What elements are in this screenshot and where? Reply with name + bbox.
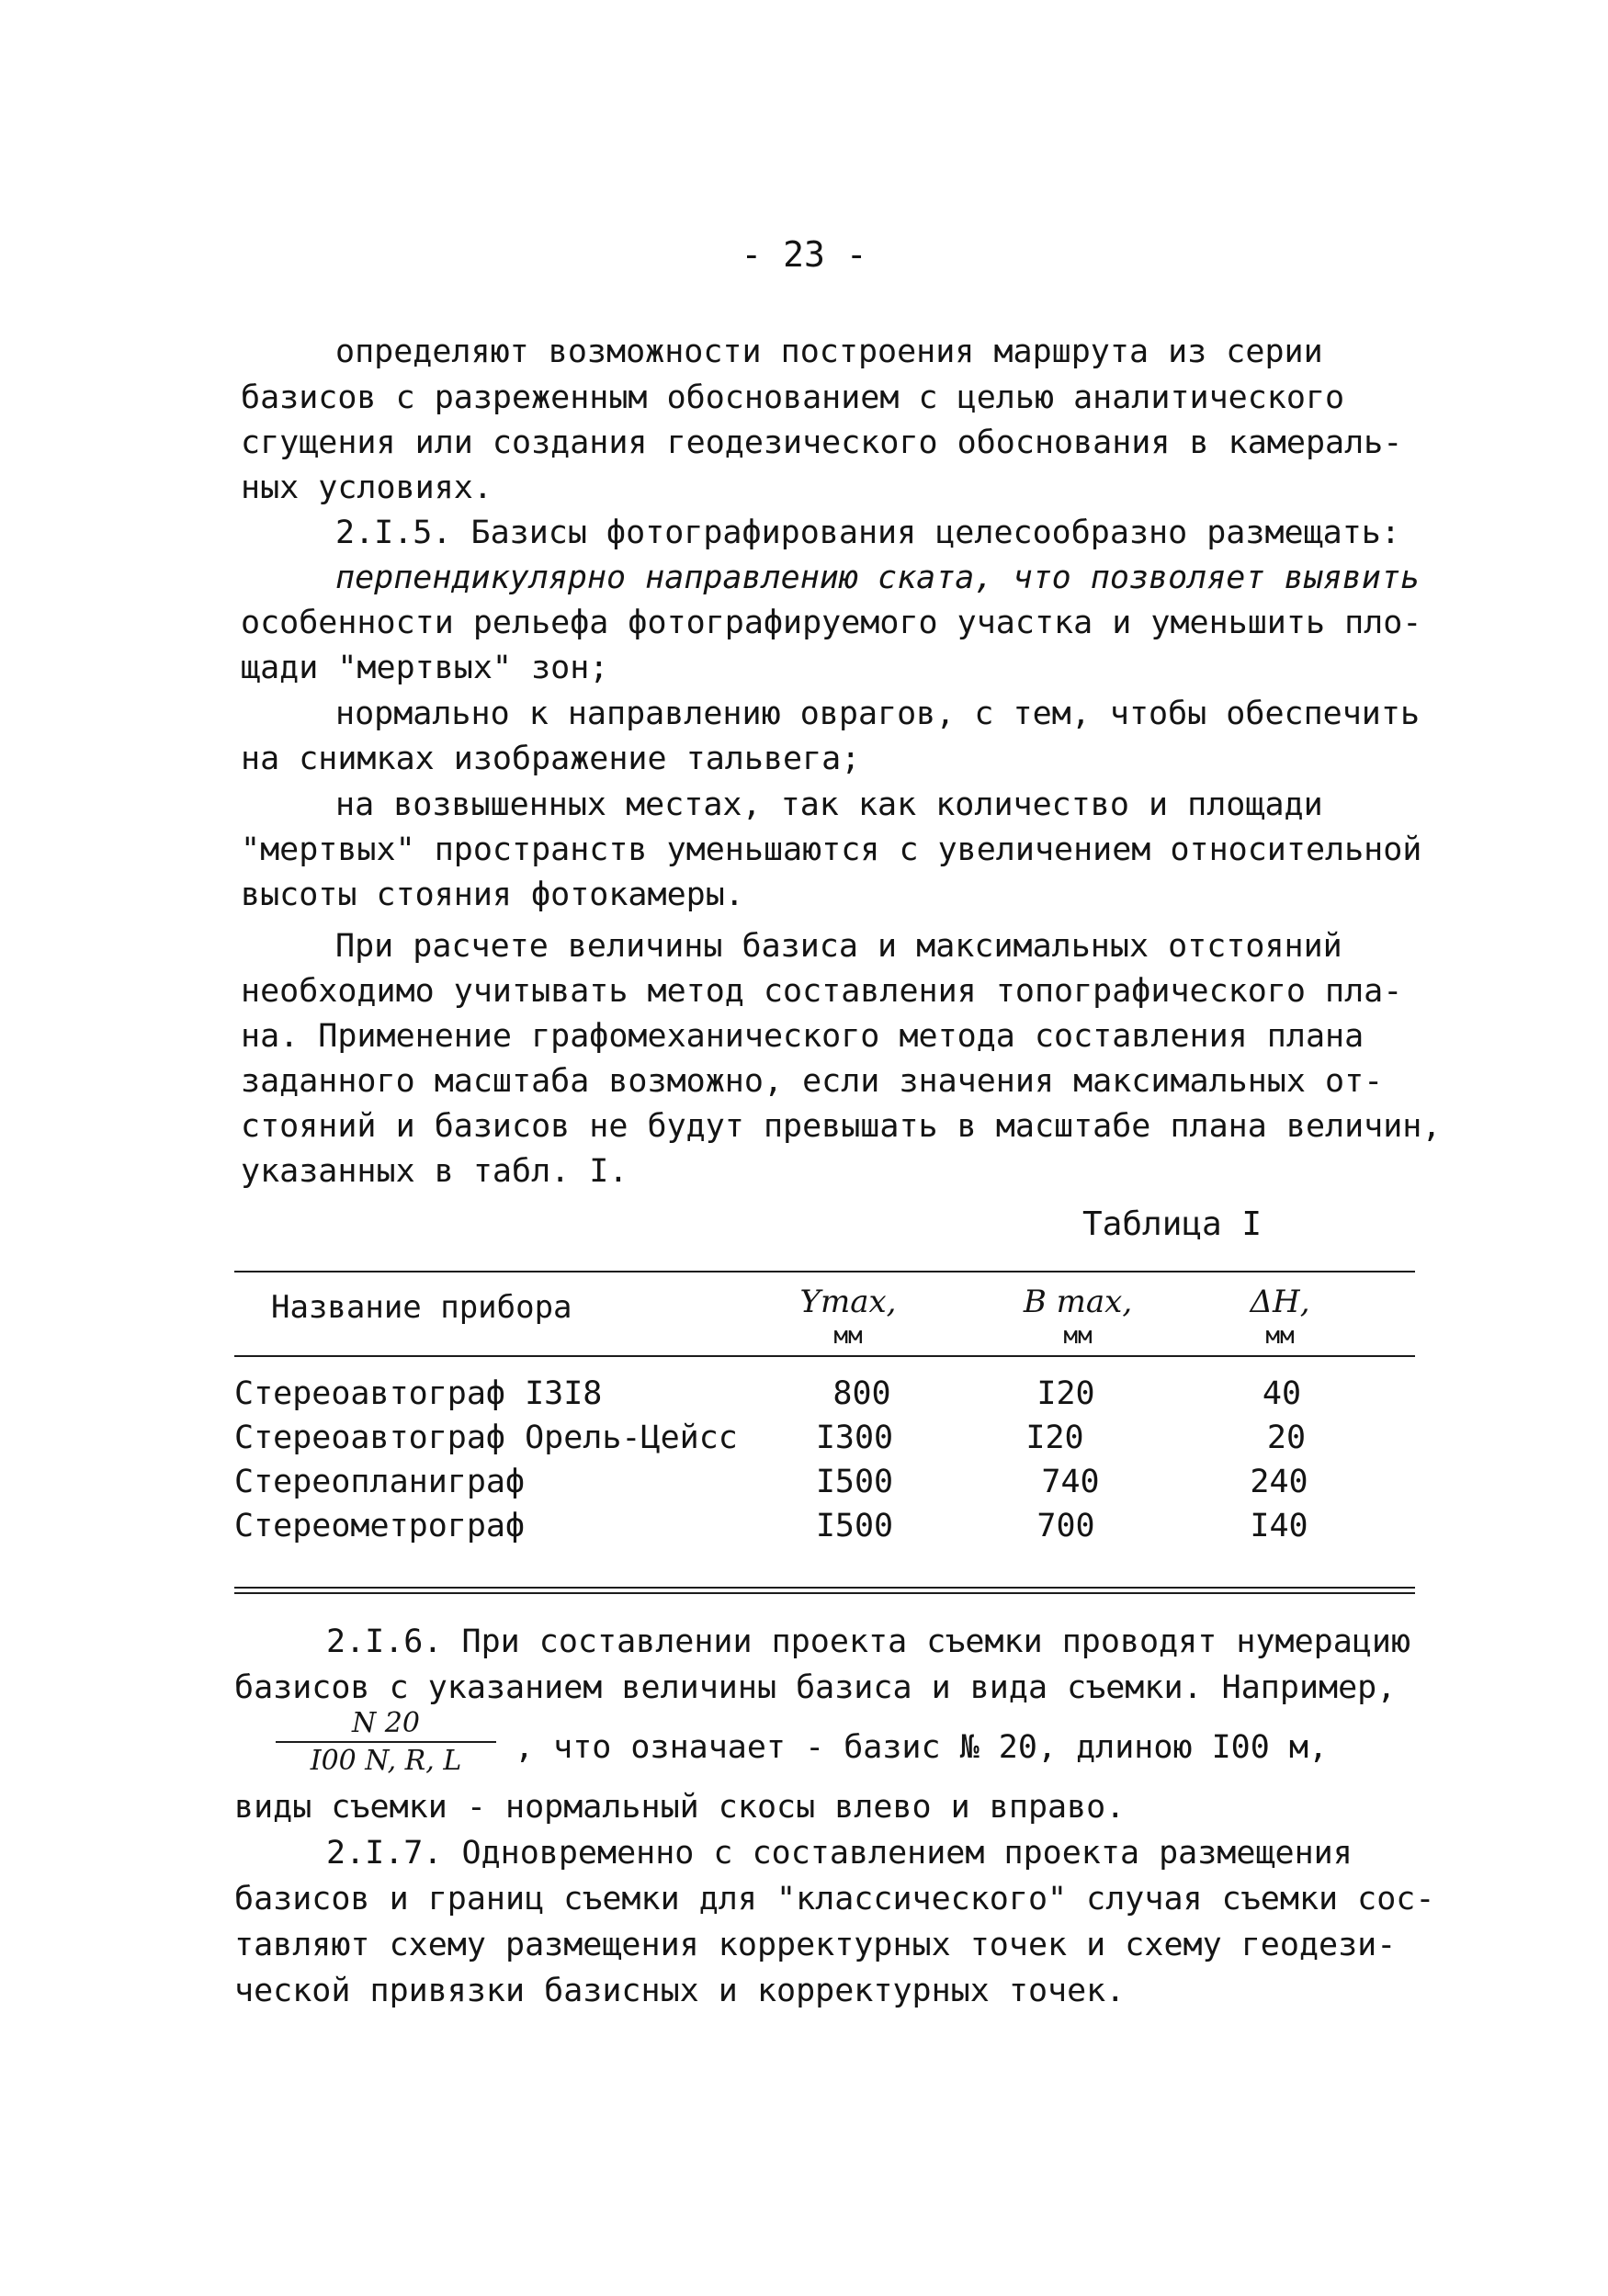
text-line: перпендикулярно направлению ската, что позволяет выявить [335,560,1421,596]
text-line: нормально к направлению оврагов, с тем, чтобы обеспечить [335,696,1421,732]
table-cell: I500 [815,1464,894,1500]
table-cell: 40 [1262,1375,1302,1412]
formula-denominator: I00 N, R, L [310,1745,462,1777]
text-line: базисов с разреженным обоснованием с целью аналитического [241,379,1345,416]
text-line: заданного масштаба возможно, если значения максимальных от- [241,1063,1384,1100]
table-rule-header [234,1355,1415,1357]
section-heading-2-1-7: 2.I.7. Одновременно с составлением проекта размещения [326,1835,1353,1872]
text-line: на. Применение графомеханического метода составления плана [241,1018,1365,1055]
text-line: щади "мертвых" зон; [241,650,609,686]
text-line: на возвышенных местах, так как количество и площади [335,786,1323,823]
table-cell: I500 [815,1508,894,1544]
table-cell: I40 [1250,1508,1308,1544]
text-line: ных условиях. [241,469,493,506]
table-cell: 800 [832,1375,891,1412]
table-header-delta-h: ΔH, мм [1250,1284,1310,1350]
section-heading-2-1-6: 2.I.6. При составлении проекта съемки проводят нумерацию [326,1623,1411,1660]
table-cell-name: Стереоавтограф Орель-Цейсс [234,1419,738,1456]
text-line: необходимо учитывать метод составления топографического пла- [241,973,1403,1010]
text-line: стояний и базисов не будут превышать в масштабе плана величин, [241,1108,1442,1145]
table-cell: 240 [1250,1464,1308,1500]
table-rule-top [234,1271,1415,1272]
table-cell: I20 [1025,1419,1084,1456]
table-cell: I20 [1036,1375,1095,1412]
table-cell-name: Стереометрограф [234,1508,526,1544]
text-line: ческой привязки базисных и корректурных точек. [234,1973,1126,2009]
table-caption: Таблица I [1082,1205,1263,1243]
text-line: определяют возможности построения маршрута из серии [335,334,1323,370]
text-line: При расчете величины базиса и максимальных отстояний [335,928,1342,965]
table-cell: 700 [1036,1508,1095,1544]
section-heading-2-1-5: 2.I.5. Базисы фотографирования целесообразно размещать: [335,515,1400,551]
basis-label-formula [276,1707,496,1777]
text-line: , что означает - базис № 20, длиною I00 м, [515,1729,1329,1766]
table-header-ymax: Ymax, мм [799,1284,897,1350]
table-cell: 740 [1041,1464,1100,1500]
table-rule-bottom [234,1587,1415,1589]
table-cell-name: Стереоавтограф I3I8 [234,1375,603,1412]
text-line: базисов с указанием величины базиса и вида съемки. Например, [234,1669,1397,1706]
text-line: на снимках изображение тальвега; [241,741,861,777]
table-cell: I300 [815,1419,894,1456]
formula-numerator: N 20 [276,1707,496,1743]
text-line: сгущения или создания геодезического обоснования в камераль- [241,424,1403,461]
table-cell: 20 [1266,1419,1307,1456]
text-line: тавляют схему размещения корректурных точек и схему геодези- [234,1927,1397,1963]
text-line: высоты стояния фотокамеры. [241,877,744,913]
text-line: базисов и границ съемки для "классического" случая съемки сос- [234,1881,1435,1917]
table-rule-bottom-double [234,1592,1415,1594]
text-line: виды съемки - нормальный скосы влево и вправо. [234,1789,1126,1826]
table-header-bmax: B max, мм [1023,1284,1133,1350]
table-header-name: Название прибора [271,1289,572,1326]
text-line: особенности рельефа фотографируемого участка и уменьшить пло- [241,605,1422,641]
page-number: - 23 - [741,234,867,275]
text-line: "мертвых" пространств уменьшаются с увеличением относительной [241,831,1422,868]
text-line: указанных в табл. I. [241,1153,628,1190]
table-cell-name: Стереопланиграф [234,1464,526,1500]
